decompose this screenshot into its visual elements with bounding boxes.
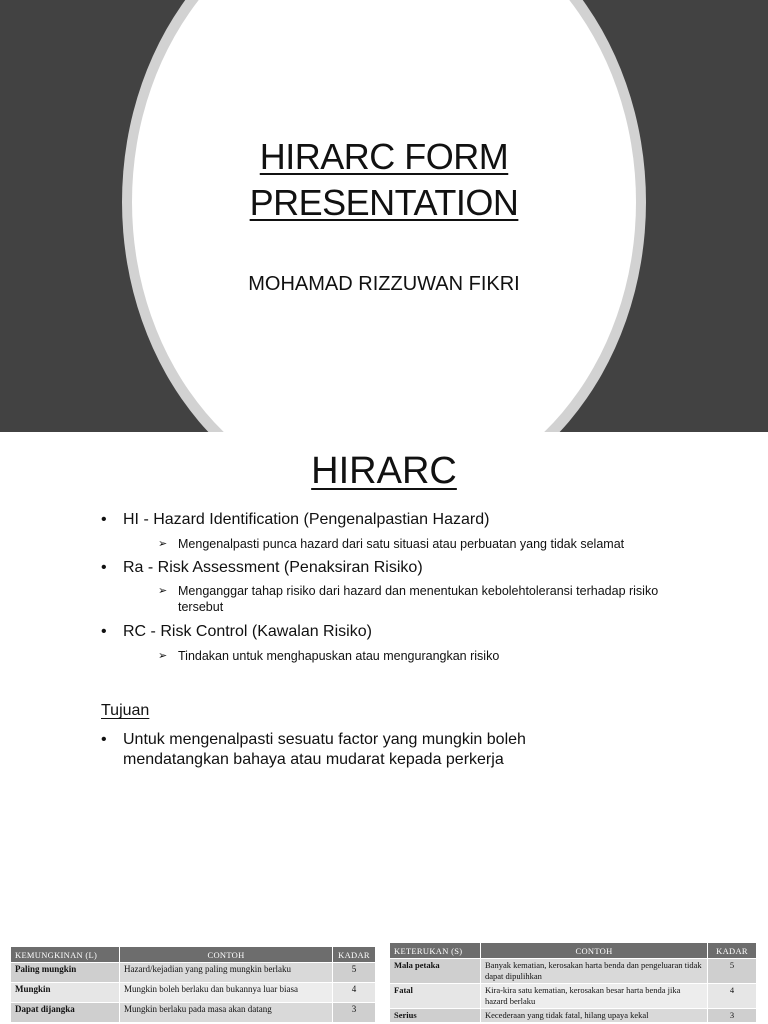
table-header-row bbox=[390, 943, 757, 959]
example-cell: Kira-kira satu kematian, kerosakan besar harta benda jika hazard berlaku bbox=[481, 984, 708, 1009]
bullet-text: RC - Risk Control (Kawalan Risiko) bbox=[123, 623, 372, 640]
presentation-title-line-2: PRESENTATION bbox=[249, 182, 519, 223]
severity-label: Serius bbox=[390, 1009, 481, 1023]
bullet-risk-control bbox=[101, 623, 372, 641]
example-cell: Kecederaan yang tidak fatal, hilang upaya kekal bbox=[481, 1009, 708, 1023]
column-header: CONTOH bbox=[120, 947, 333, 963]
likelihood-label: Mungkin bbox=[11, 983, 120, 1003]
rating-cell: 4 bbox=[333, 983, 376, 1003]
tujuan-text: Untuk mengenalpasti sesuatu factor yang mungkin boleh mendatangkan bahaya atau mudarat kepada perkerja bbox=[123, 731, 526, 768]
likelihood-table bbox=[10, 946, 376, 1023]
arrow-icon: ➢ bbox=[158, 585, 168, 597]
sub-bullet-risk-control bbox=[158, 648, 678, 664]
slide-title: HIRARC bbox=[311, 450, 457, 492]
example-cell: Banyak kematian, kerosakan harta benda dan pengeluaran tidak dapat dipulihkan bbox=[481, 959, 708, 984]
table-row bbox=[11, 1003, 376, 1023]
column-header: KETERUKAN (S) bbox=[390, 943, 481, 959]
bullet-risk-assessment bbox=[101, 559, 423, 577]
column-header: KEMUNGKINAN (L) bbox=[11, 947, 120, 963]
author-name: MOHAMAD RIZZUWAN FIKRI bbox=[248, 273, 520, 295]
title-slide bbox=[0, 0, 768, 432]
example-cell: Mungkin berlaku pada masa akan datang bbox=[120, 1003, 333, 1023]
bullet-text: Ra - Risk Assessment (Penaksiran Risiko) bbox=[123, 559, 423, 576]
arrow-icon: ➢ bbox=[158, 538, 168, 550]
bullet-hazard-identification bbox=[101, 511, 489, 529]
rating-cell: 4 bbox=[708, 984, 757, 1009]
table-row bbox=[390, 959, 757, 984]
hirarc-slide bbox=[0, 432, 768, 1024]
likelihood-label: Paling mungkin bbox=[11, 963, 120, 983]
bullet-dot: • bbox=[101, 623, 107, 640]
severity-label: Fatal bbox=[390, 984, 481, 1009]
sub-bullet-text: Mengenalpasti punca hazard dari satu situasi atau perbuatan yang tidak selamat bbox=[178, 537, 625, 551]
likelihood-label: Dapat dijangka bbox=[11, 1003, 120, 1023]
column-header: CONTOH bbox=[481, 943, 708, 959]
severity-table bbox=[389, 942, 757, 1023]
rating-cell: 3 bbox=[333, 1003, 376, 1023]
presentation-title-line-1: HIRARC FORM bbox=[259, 136, 509, 177]
column-header: KADAR bbox=[333, 947, 376, 963]
rating-cell: 5 bbox=[708, 959, 757, 984]
example-cell: Mungkin boleh berlaku dan bukannya luar biasa bbox=[120, 983, 333, 1003]
rating-cell: 3 bbox=[708, 1009, 757, 1023]
rating-cell: 5 bbox=[333, 963, 376, 983]
bullet-text: HI - Hazard Identification (Pengenalpastian Hazard) bbox=[123, 511, 490, 528]
example-cell: Hazard/kejadian yang paling mungkin berlaku bbox=[120, 963, 333, 983]
sub-bullet-hazard-identification bbox=[158, 536, 678, 552]
table-row bbox=[390, 984, 757, 1009]
sub-bullet-text: Tindakan untuk menghapuskan atau mengurangkan risiko bbox=[178, 649, 500, 663]
bullet-dot: • bbox=[101, 559, 107, 576]
sub-bullet-risk-assessment bbox=[158, 583, 678, 615]
bullet-dot: • bbox=[101, 731, 107, 748]
table-row bbox=[11, 963, 376, 983]
table-row bbox=[390, 1009, 757, 1023]
sub-bullet-text: Menganggar tahap risiko dari hazard dan menentukan kebolehtoleransi terhadap risiko tersebut bbox=[178, 584, 659, 614]
tujuan-bullet bbox=[101, 730, 581, 770]
table-row bbox=[11, 983, 376, 1003]
bullet-dot: • bbox=[101, 511, 107, 528]
table-header-row bbox=[11, 947, 376, 963]
column-header: KADAR bbox=[708, 943, 757, 959]
severity-label: Mala petaka bbox=[390, 959, 481, 984]
arrow-icon: ➢ bbox=[158, 650, 168, 662]
tujuan-heading: Tujuan bbox=[101, 702, 150, 719]
